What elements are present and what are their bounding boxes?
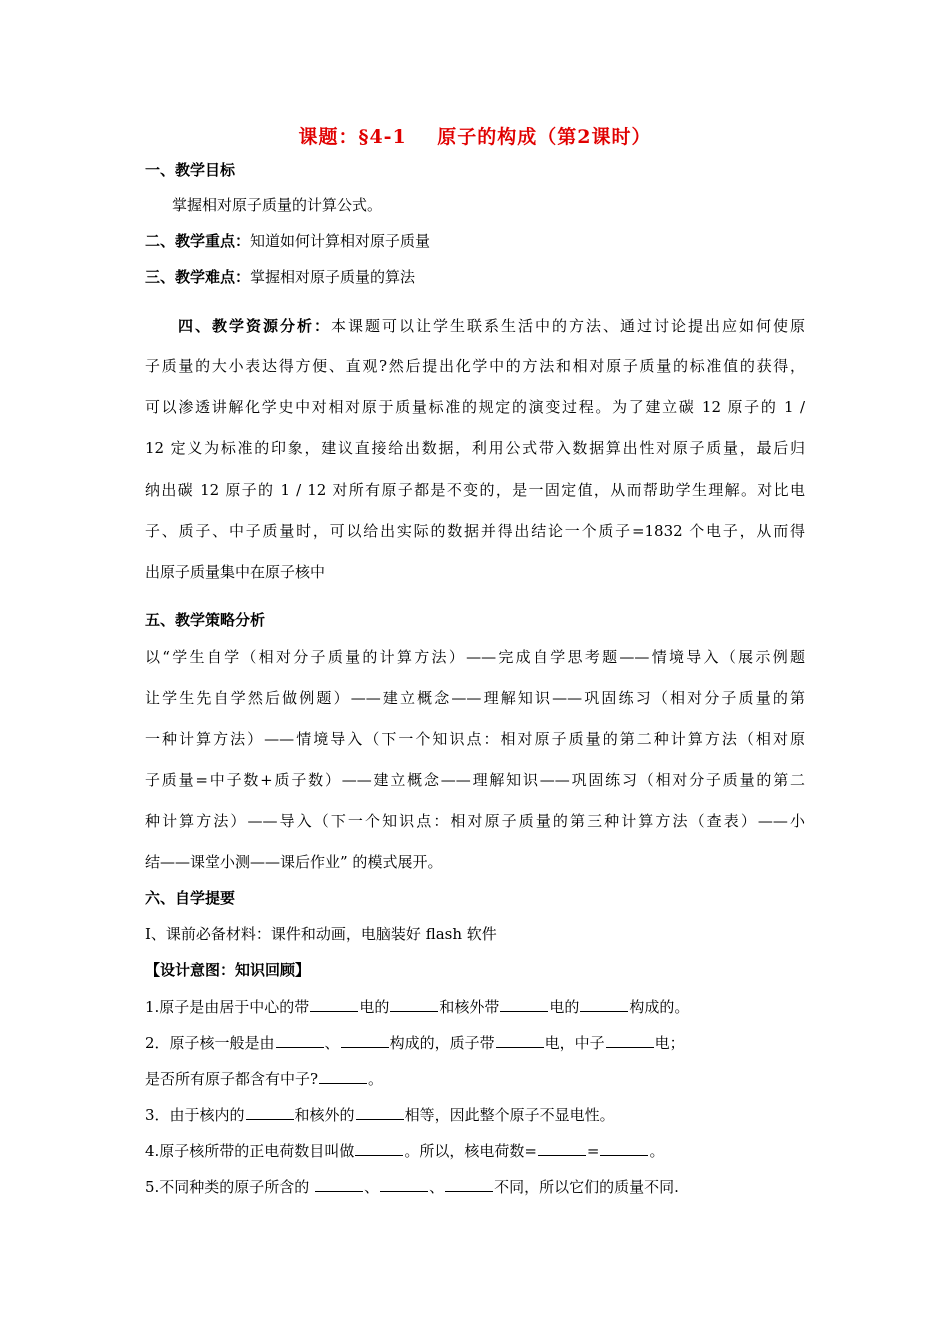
question-4-text: 。 — [649, 1142, 665, 1160]
materials-item: Ⅰ、课前必备材料：课件和动画，电脑装好 flash 软件 — [145, 925, 497, 943]
question-1-text: 构成的。 — [629, 998, 690, 1016]
section-3-text: 掌握相对原子质量的算法 — [250, 268, 416, 286]
page-title: 课题：§4-1 原子的构成（第2课时） — [298, 126, 652, 148]
section-4-line-6: 子、质子、中子质量时，可以给出实际的数据并得出结论一个质子=1832 个电子，从而得 — [145, 522, 805, 540]
section-2-text: 知道如何计算相对原子质量 — [250, 232, 431, 250]
section-5-line-2: 让学生先自学然后做例题）——建立概念——理解知识——巩固练习（相对分子质量的第 — [145, 689, 805, 707]
answer-blank[interactable] — [445, 1176, 493, 1192]
section-4-text: 本课题可以让学生联系生活中的方法、通过讨论提出应如何使原 — [331, 317, 805, 335]
section-3-heading: 三、教学难点： — [145, 268, 251, 286]
question-2-text: 2．原子核一般是由 — [145, 1034, 275, 1052]
answer-blank[interactable] — [315, 1176, 363, 1192]
answer-blank[interactable] — [600, 1140, 648, 1156]
question-5-text: 、 — [364, 1178, 380, 1196]
answer-blank[interactable] — [310, 996, 358, 1012]
question-2b — [145, 1068, 383, 1089]
question-1-text: 电的 — [549, 998, 580, 1016]
question-5-text: 、 — [429, 1178, 445, 1196]
section-4-line-5: 纳出碳 12 原子的 1 / 12 对所有原子都是不变的，是一固定值，从而帮助学生理解。对比电 — [145, 481, 805, 499]
section-1-text: 掌握相对原子质量的计算公式。 — [172, 196, 383, 214]
question-3-text: 和核外的 — [294, 1106, 355, 1124]
question-4-text: 。所以，核电荷数= — [404, 1142, 537, 1160]
section-2-heading: 二、教学重点： — [145, 232, 251, 250]
section-5-line-5: 种计算方法）——导入（下一个知识点：相对原子质量的第三种计算方法（查表）——小 — [145, 812, 805, 830]
answer-blank[interactable] — [580, 996, 628, 1012]
section-4-line-7: 出原子质量集中在原子核中 — [145, 563, 326, 581]
answer-blank[interactable] — [246, 1104, 294, 1120]
section-5-line-4: 子质量=中子数+质子数）——建立概念——理解知识——巩固练习（相对分子质量的第二 — [145, 771, 805, 789]
answer-blank[interactable] — [341, 1032, 389, 1048]
question-1 — [145, 996, 689, 1017]
section-2 — [145, 231, 430, 251]
section-5-line-3: 一种计算方法）——情境导入（下一个知识点：相对原子质量的第二种计算方法（相对原 — [145, 730, 805, 748]
question-4-text: = — [586, 1142, 600, 1160]
answer-blank[interactable] — [538, 1140, 586, 1156]
question-2-text: 电，中子 — [544, 1034, 605, 1052]
question-2-text: 电； — [654, 1034, 685, 1052]
answer-blank[interactable] — [356, 1104, 404, 1120]
section-5-line-1: 以“学生自学（相对分子质量的计算方法）——完成自学思考题——情境导入（展示例题 — [145, 648, 805, 666]
question-3 — [145, 1104, 615, 1125]
question-2-text: 、 — [324, 1034, 340, 1052]
answer-blank[interactable] — [390, 996, 438, 1012]
section-6-heading: 六、自学提要 — [145, 889, 236, 907]
section-5-heading: 五、教学策略分析 — [145, 611, 266, 629]
question-1-text: 和核外带 — [439, 998, 500, 1016]
answer-blank[interactable] — [606, 1032, 654, 1048]
section-5-line-6: 结——课堂小测——课后作业” 的模式展开。 — [145, 853, 443, 871]
answer-blank[interactable] — [380, 1176, 428, 1192]
answer-blank[interactable] — [276, 1032, 324, 1048]
question-5-text: 5.不同种类的原子所含的 — [145, 1178, 315, 1196]
question-4-text: 4.原子核所带的正电荷数目叫做 — [145, 1142, 355, 1160]
answer-blank[interactable] — [496, 1032, 544, 1048]
section-3 — [145, 267, 415, 287]
section-4-line-2: 子质量的大小表达得方便、直观?然后提出化学中的方法和相对原子质量的标准值的获得， — [145, 357, 805, 375]
section-4-line-1 — [178, 316, 805, 336]
question-2-text: 构成的，质子带 — [389, 1034, 495, 1052]
question-5-text: 不同，所以它们的质量不同. — [494, 1178, 679, 1196]
question-1-text: 电的 — [359, 998, 390, 1016]
answer-blank[interactable] — [319, 1068, 367, 1084]
question-2 — [145, 1032, 685, 1053]
section-4-line-4: 12 定义为标准的印象，建议直接给出数据，利用公式带入数据算出性对原子质量，最后归 — [145, 439, 805, 457]
question-2b-text: 。 — [368, 1070, 384, 1088]
answer-blank[interactable] — [355, 1140, 403, 1156]
question-1-text: 1.原子是由居于中心的带 — [145, 998, 310, 1016]
question-3-text: 3．由于核内的 — [145, 1106, 245, 1124]
section-1-heading: 一、教学目标 — [145, 161, 236, 179]
section-4-heading: 四、教学资源分析： — [178, 317, 331, 335]
section-4-line-3: 可以渗透讲解化学史中对相对原于质量标准的规定的演变过程。为了建立碳 12 原子的 1 / — [145, 398, 805, 416]
question-5 — [145, 1176, 679, 1197]
question-4 — [145, 1140, 665, 1161]
question-3-text: 相等，因此整个原子不显电性。 — [404, 1106, 615, 1124]
question-2b-text: 是否所有原子都含有中子? — [145, 1070, 319, 1088]
design-intent-label: 【设计意图：知识回顾】 — [145, 961, 311, 979]
answer-blank[interactable] — [500, 996, 548, 1012]
